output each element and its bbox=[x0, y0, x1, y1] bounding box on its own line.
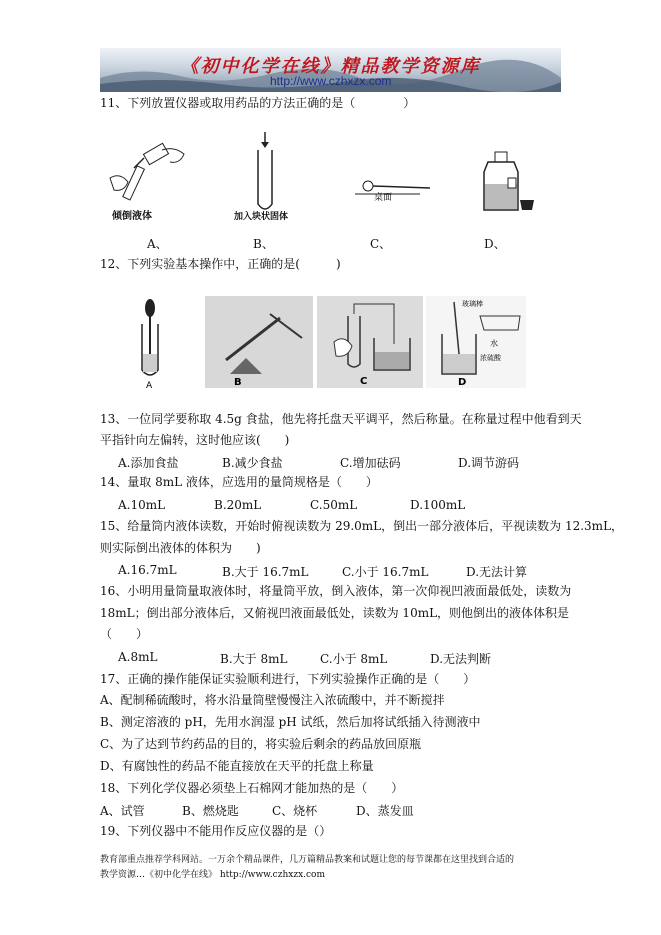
q13-option-c[interactable]: C.增加砝码 bbox=[340, 456, 401, 470]
q18-option-b[interactable]: B、燃烧匙 bbox=[182, 804, 239, 818]
q17-option-d[interactable]: D、有腐蚀性的药品不能直接放在天平的托盘上称量 bbox=[100, 759, 374, 773]
q14-option-b[interactable]: B.20mL bbox=[214, 498, 262, 512]
caption-add-solid: 加入块状固体 bbox=[234, 212, 289, 222]
q11-figures bbox=[100, 132, 540, 222]
footer-promo bbox=[100, 853, 570, 883]
footer-line2-text: 教学资源…《初中化学在线》 bbox=[100, 870, 218, 880]
q17-option-b[interactable]: B、测定溶液的 pH，先用水润湿 pH 试纸，然后加将试纸插入待测液中 bbox=[100, 715, 481, 729]
footer-line1: 教育部重点推荐学科网站。一万余个精品课件，几万篇精品教案和试题让您的每节课都在这里找到合适的 bbox=[100, 855, 515, 865]
q16-option-c[interactable]: C.小于 8mL bbox=[320, 652, 388, 666]
q15-option-c[interactable]: C.小于 16.7mL bbox=[342, 565, 429, 579]
question-16-line2: 18mL；倒出部分液体后，又俯视凹液面最低处，读数为 10mL，则他倒出的液体体积是 bbox=[100, 606, 570, 620]
q14-option-d[interactable]: D.100mL bbox=[410, 498, 466, 512]
question-14-text: 14、量取 8mL 液体，应选用的量筒规格是（ ） bbox=[100, 475, 378, 489]
dropper-on-table-figure bbox=[355, 181, 430, 194]
question-16-line3: （ ） bbox=[100, 627, 149, 641]
pouring-liquid-figure bbox=[110, 143, 184, 200]
question-13-line1: 13、一位同学要称取 4.5g 食盐，他先将托盘天平调平，然后称量。在称量过程中他看到天 bbox=[100, 412, 582, 426]
q11-option-d[interactable]: D、 bbox=[484, 237, 506, 251]
question-12-text: 12、下列实验基本操作中，正确的是( ) bbox=[100, 257, 341, 271]
q13-option-d[interactable]: D.调节游码 bbox=[458, 456, 520, 470]
question-18-text: 18、下列化学仪器必须垫上石棉网才能加热的是（ ） bbox=[100, 781, 404, 795]
caption-pour-liquid: 倾倒液体 bbox=[112, 211, 152, 222]
q15-option-d[interactable]: D.无法计算 bbox=[466, 565, 528, 579]
figure-label-c: C bbox=[360, 376, 368, 387]
q17-option-a[interactable]: A、配制稀硫酸时，将水沿量筒壁慢慢注入浓硫酸中，并不断搅拌 bbox=[100, 693, 445, 707]
figure-a-dropper-in-tube bbox=[142, 299, 158, 391]
q14-option-c[interactable]: C.50mL bbox=[310, 498, 358, 512]
q15-option-a[interactable]: A.16.7mL bbox=[118, 563, 177, 577]
figure-b-heating-tube bbox=[205, 296, 313, 388]
question-11-text: 11、下列放置仪器或取用药品的方法正确的是（ ） bbox=[100, 96, 416, 110]
figure-c-gas-check bbox=[317, 296, 423, 388]
q18-option-d[interactable]: D、蒸发皿 bbox=[356, 804, 414, 818]
header-banner bbox=[100, 48, 561, 92]
caption-table: 桌面 bbox=[374, 193, 393, 203]
footer-line2 bbox=[100, 868, 570, 883]
q12-figures bbox=[130, 294, 530, 394]
banner-url-link[interactable]: http://www.czhxzx.com bbox=[270, 74, 392, 88]
q17-option-c[interactable]: C、为了达到节约药品的目的，将实验后剩余的药品放回原瓶 bbox=[100, 737, 422, 751]
q16-option-d[interactable]: D.无法判断 bbox=[430, 652, 492, 666]
question-16-line1: 16、小明用量筒量取液体时，将量筒平放，倒入液体，第一次仰视凹液面最低处，读数为 bbox=[100, 584, 572, 598]
figure-label-b: B bbox=[234, 377, 242, 388]
footer-url-link[interactable]: http://www.czhxzx.com bbox=[219, 870, 326, 880]
q16-option-a[interactable]: A.8mL bbox=[118, 650, 158, 664]
q11-option-a[interactable]: A、 bbox=[147, 237, 168, 251]
banner-title: 《初中化学在线》精品教学资源库 bbox=[180, 56, 481, 77]
q15-option-b[interactable]: B.大于 16.7mL bbox=[222, 565, 309, 579]
figure-label-d: D bbox=[458, 377, 467, 388]
figure-d-water-label: 水 bbox=[490, 339, 498, 348]
q14-option-a[interactable]: A.10mL bbox=[118, 498, 166, 512]
q18-option-a[interactable]: A、试管 bbox=[100, 804, 145, 818]
q13-option-a[interactable]: A.添加食盐 bbox=[118, 456, 179, 470]
figure-d-rod-label: 玻璃棒 bbox=[462, 300, 483, 308]
q13-option-b[interactable]: B.减少食盐 bbox=[222, 456, 283, 470]
q18-option-c[interactable]: C、烧杯 bbox=[272, 804, 318, 818]
question-15-line1: 15、给量筒内液体读数，开始时俯视读数为 29.0mL，倒出一部分液体后，平视读数为 12.3mL， bbox=[100, 519, 624, 533]
reagent-bottle-figure bbox=[484, 152, 534, 210]
q11-option-c[interactable]: C、 bbox=[370, 237, 392, 251]
question-13-line2: 平指针向左偏转，这时他应该( ) bbox=[100, 433, 290, 447]
figure-d-acid-label: 浓硫酸 bbox=[480, 354, 501, 362]
q16-option-b[interactable]: B.大于 8mL bbox=[220, 652, 288, 666]
question-19-text: 19、下列仪器中不能用作反应仪器的是（） bbox=[100, 824, 332, 838]
question-17-text: 17、正确的操作能保证实验顺利进行，下列实验操作正确的是（ ） bbox=[100, 672, 476, 686]
q11-option-b[interactable]: B、 bbox=[253, 237, 274, 251]
test-tube-solid-figure bbox=[258, 132, 272, 209]
figure-label-a: A bbox=[146, 381, 153, 391]
question-15-line2: 则实际倒出液体的体积为 ) bbox=[100, 541, 261, 555]
figure-d-dilution bbox=[426, 296, 526, 388]
